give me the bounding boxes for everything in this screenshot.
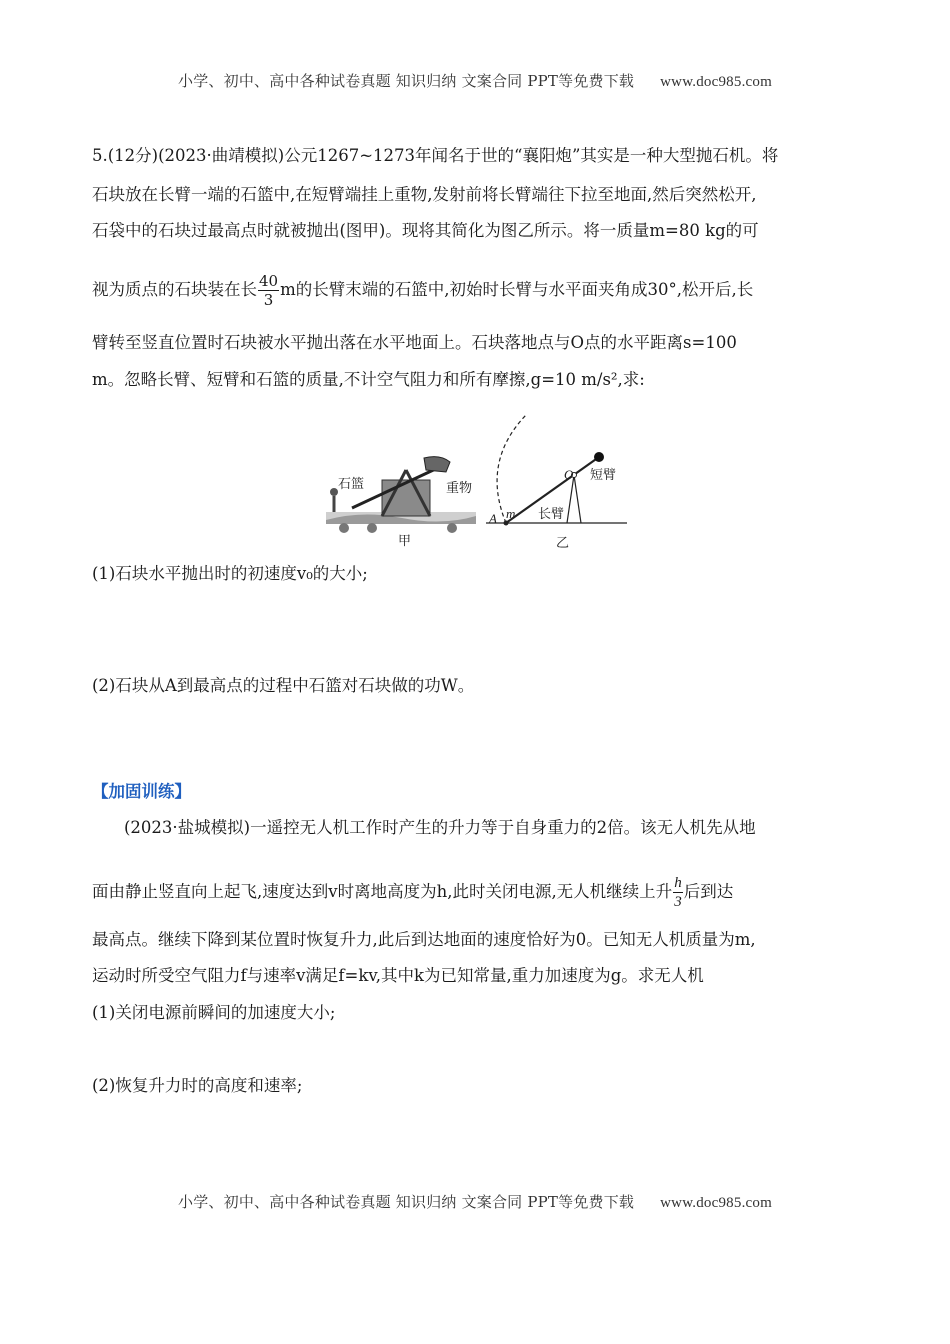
- label-stone-basket: 石篮: [338, 477, 365, 492]
- q5-sub2: (2)石块从A到最高点的过程中石篮对石块做的功W。: [92, 676, 475, 695]
- fraction-denominator: 3: [674, 894, 682, 910]
- practice-line1: (2023·盐城模拟)一遥控无人机工作时产生的升力等于自身重力的2倍。该无人机先从地: [124, 818, 756, 837]
- label-long-arm: 长臂: [538, 507, 565, 522]
- q5-line3: 石袋中的石块过最高点时就被抛出(图甲)。现将其简化为图乙所示。将一质量m=80 kg的可: [92, 221, 759, 240]
- q5-line4-pre: 视为质点的石块装在长: [92, 280, 257, 299]
- q5-line4-post: m的长臂末端的石篮中,初始时长臂与水平面夹角成30°,松开后,长: [280, 280, 754, 299]
- label-short-arm: 短臂: [590, 468, 617, 483]
- header-text: 小学、初中、高中各种试卷真题 知识归纳 文案合同 PPT等免费下载: [178, 72, 635, 90]
- practice-line2: [92, 874, 862, 911]
- label-counterweight: 重物: [446, 481, 473, 496]
- fraction-numerator: 40: [259, 272, 279, 290]
- practice-line3: 最高点。继续下降到某位置时恢复升力,此后到达地面的速度恰好为0。已知无人机质量为m,: [92, 930, 756, 949]
- fraction-h-3: [673, 874, 683, 911]
- practice-line2-pre: 面由静止竖直向上起飞,速度达到v时离地高度为h,此时关闭电源,无人机继续上升: [92, 882, 673, 901]
- caption-jia: 甲: [398, 534, 412, 549]
- practice-heading: 【加固训练】: [92, 782, 191, 801]
- counterweight-ball: [594, 452, 604, 462]
- label-A: A: [489, 511, 497, 526]
- fraction-denominator: 3: [263, 291, 274, 309]
- fraction-40-3: [258, 272, 279, 309]
- footer-text: 小学、初中、高中各种试卷真题 知识归纳 文案合同 PPT等免费下载: [178, 1193, 635, 1211]
- practice-sub2: (2)恢复升力时的高度和速率;: [92, 1076, 303, 1095]
- practice-sub1: (1)关闭电源前瞬间的加速度大小;: [92, 1003, 336, 1022]
- support-right: [574, 475, 581, 523]
- caption-yi: 乙: [556, 536, 570, 551]
- page-footer: [0, 1191, 950, 1212]
- practice-line2-post: 后到达: [683, 882, 734, 901]
- header-url[interactable]: www.doc985.com: [660, 74, 772, 90]
- q5-line2: 石块放在长臂一端的石篮中,在短臂端挂上重物,发射前将长臂端往下拉至地面,然后突然松开,: [92, 185, 757, 204]
- label-O: O: [564, 467, 574, 482]
- page-header: [0, 70, 950, 91]
- q5-sub1: (1)石块水平抛出时的初速度v₀的大小;: [92, 564, 368, 583]
- label-m: m: [506, 506, 516, 521]
- practice-line4: 运动时所受空气阻力f与速率v满足f=kv,其中k为已知常量,重力加速度为g。求无人机: [92, 966, 704, 985]
- fraction-numerator: h: [674, 875, 682, 891]
- q5-line6: m。忽略长臂、短臂和石篮的质量,不计空气阻力和所有摩擦,g=10 m/s²,求:: [92, 370, 645, 389]
- q5-line5: 臂转至竖直位置时石块被水平抛出落在水平地面上。石块落地点与O点的水平距离s=100: [92, 333, 737, 352]
- q5-line1: 5.(12分)(2023·曲靖模拟)公元1267~1273年闻名于世的“襄阳炮”其实是一种大型抛石机。将: [92, 146, 779, 165]
- footer-url[interactable]: www.doc985.com: [660, 1195, 772, 1211]
- q5-line4: [92, 272, 862, 309]
